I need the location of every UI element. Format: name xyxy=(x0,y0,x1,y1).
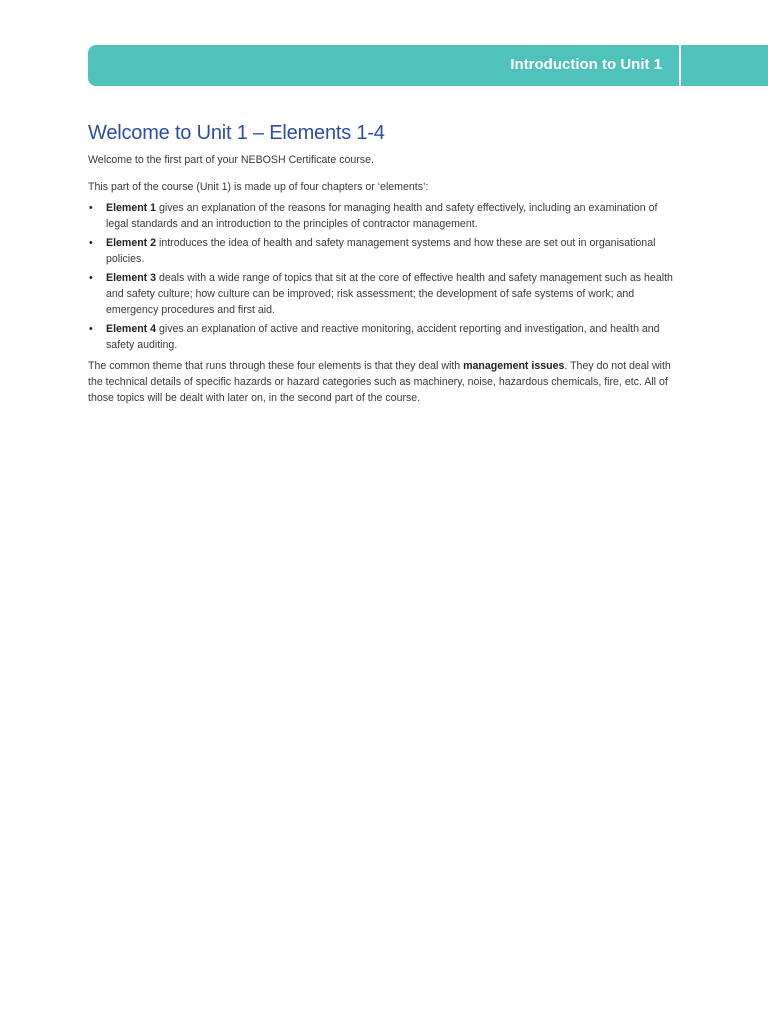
element-label: Element 3 xyxy=(106,272,157,284)
intro-paragraph: Welcome to the first part of your NEBOSH Certificate course. xyxy=(88,154,374,166)
page-title: Welcome to Unit 1 – Elements 1-4 xyxy=(88,122,385,144)
element-label: Element 4 xyxy=(106,323,157,335)
list-item xyxy=(88,235,682,267)
element-label: Element 1 xyxy=(106,202,157,214)
closing-emphasis: management issues xyxy=(463,360,565,372)
element-description: gives an explanation of active and reactive monitoring, accident reporting and investigation, and health and safety auditing. xyxy=(106,323,660,351)
list-item xyxy=(88,321,682,353)
header-divider xyxy=(679,45,681,86)
elements-list xyxy=(88,200,682,353)
lead-paragraph: This part of the course (Unit 1) is made up of four chapters or ‘elements’: xyxy=(88,181,429,193)
list-item xyxy=(88,200,682,232)
section-title: Introduction to Unit 1 xyxy=(510,56,662,73)
closing-paragraph xyxy=(88,358,682,406)
closing-text-start: The common theme that runs through these four elements is that they deal with xyxy=(88,360,464,372)
element-description: gives an explanation of the reasons for managing health and safety effectively, including an examination of legal standards and an introduction to the principles of contractor management. xyxy=(106,202,658,230)
element-description: deals with a wide range of topics that sit at the core of effective health and safety management such as health and safety culture; how culture can be improved; risk assessment; the development of safe systems of work; and emergency procedures and first aid. xyxy=(106,272,673,316)
element-label: Element 2 xyxy=(106,237,157,249)
element-description: introduces the idea of health and safety management systems and how these are set out in organisational policies. xyxy=(106,237,656,265)
header-band xyxy=(88,45,768,86)
main-content xyxy=(88,122,682,417)
list-item xyxy=(88,270,682,318)
closing-text-end: . They do not deal with the technical details of specific hazards or hazard categories such as machinery, noise, hazardous chemicals, fire, etc. All of those topics will be dealt with later on, in the second part of the course. xyxy=(88,360,671,404)
